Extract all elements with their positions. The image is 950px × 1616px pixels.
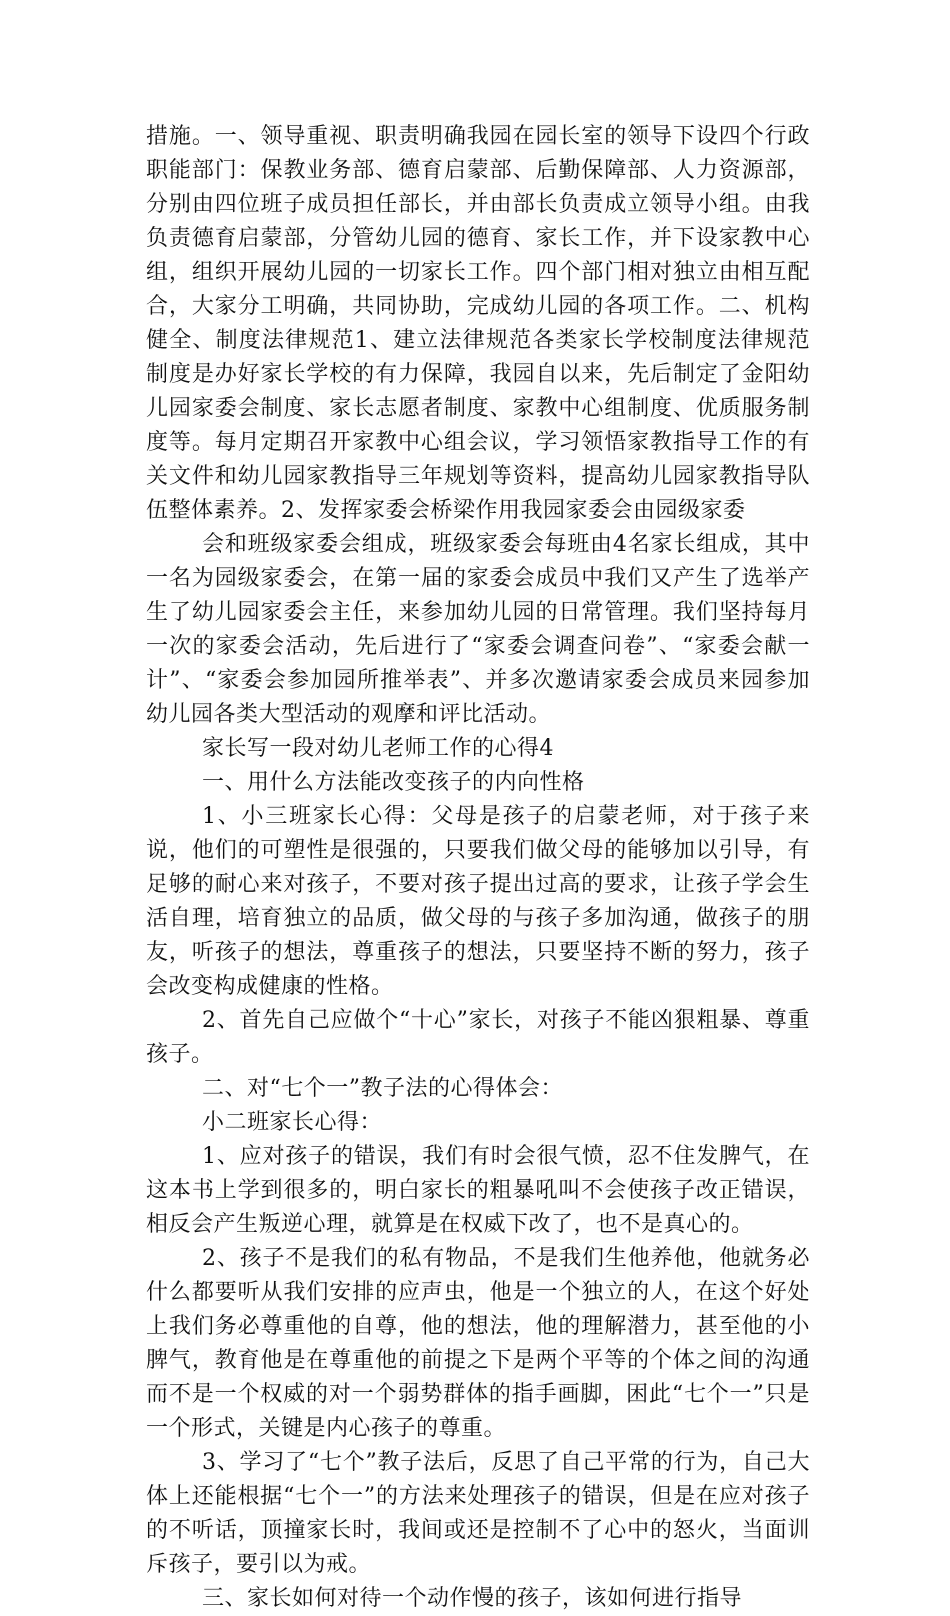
paragraph-2: 会和班级家委会组成，班级家委会每班由4名家长组成，其中一名为园级家委会，在第一届的家委会成员中我们又产生了选举产生了幼儿园家委会主任，来参加幼儿园的日常管理。我们坚持每月一次的家委会活动，先后进行了“家委会调查问卷”、“家委会献一计”、“家委会参加园所推举表”、并多次邀请家委会成员来园参加幼儿园各类大型活动的观摩和评比活动。 (146, 532, 810, 727)
heading-1: 一、用什么方法能改变孩子的内向性格 (202, 770, 585, 795)
paragraph-5: 1、应对孩子的错误，我们有时会很气愤，忍不住发脾气，在这本书上学到很多的，明白家长的粗暴吼叫不会使孩子改正错误，相反会产生叛逆心理，就算是在权威下改了，也不是真心的。 (146, 1144, 810, 1237)
paragraph-1: 措施。一、领导重视、职责明确我园在园长室的领导下设四个行政职能部门：保教业务部、德育启蒙部、后勤保障部、人力资源部，分别由四位班子成员担任部长，并由部长负责成立领导小组。由我负责德育启蒙部，分管幼儿园的德育、家长工作，并下设家教中心组，组织开展幼儿园的一切家长工作。四个部门相对独立由相互配合，大家分工明确，共同协助，完成幼儿园的各项工作。二、机构健全、制度法律规范1、建立法律规范各类家长学校制度法律规范制度是办好家长学校的有力保障，我园自以来，先后制定了金阳幼儿园家委会制度、家长志愿者制度、家教中心组制度、优质服务制度等。每月定期召开家教中心组会议，学习领悟家教指导工作的有关文件和幼儿园家教指导三年规划等资料，提高幼儿园家教指导队伍整体素养。2、发挥家委会桥梁作用我园家委会由园级家委 (146, 124, 810, 523)
paragraph-3: 1、小三班家长心得：父母是孩子的启蒙老师，对于孩子来说，他们的可塑性是很强的，只要我们做父母的能够加以引导，有足够的耐心来对孩子，不要对孩子提出过高的要求，让孩子学会生活自理，培育独立的品质，做父母的与孩子多加沟通，做孩子的朋友，听孩子的想法，尊重孩子的想法，只要坚持不断的努力，孩子会改变构成健康的性格。 (146, 804, 810, 999)
section-title: 家长写一段对幼儿老师工作的心得4 (202, 736, 554, 761)
paragraph-6: 2、孩子不是我们的私有物品，不是我们生他养他，他就务必什么都要听从我们安排的应声虫，他是一个独立的人，在这个好处上我们务必尊重他的自尊，他的想法，他的理解潜力，甚至他的小脾气，教育他是在尊重他的前提之下是两个平等的个体之间的沟通而不是一个权威的对一个弱势群体的指手画脚，困此“七个一”只是一个形式，关键是内心孩子的尊重。 (146, 1246, 810, 1441)
subheading: 小二班家长心得： (202, 1110, 383, 1135)
paragraph-4: 2、首先自己应做个“十心”家长，对孩子不能凶狠粗暴、尊重孩子。 (146, 1008, 810, 1067)
paragraph-7: 3、学习了“七个”教子法后，反思了自己平常的行为，自己大体上还能根据“七个一”的方法来处理孩子的错误，但是在应对孩子的不听话，顶撞家长时，我间或还是控制不了心中的怒火，当面训斥孩子，要引以为戒。 (146, 1450, 810, 1577)
document-page (146, 120, 810, 1616)
heading-3: 三、家长如何对待一个动作慢的孩子，该如何进行指导 (202, 1586, 743, 1611)
heading-2: 二、对“七个一”教子法的心得体会： (202, 1076, 563, 1101)
